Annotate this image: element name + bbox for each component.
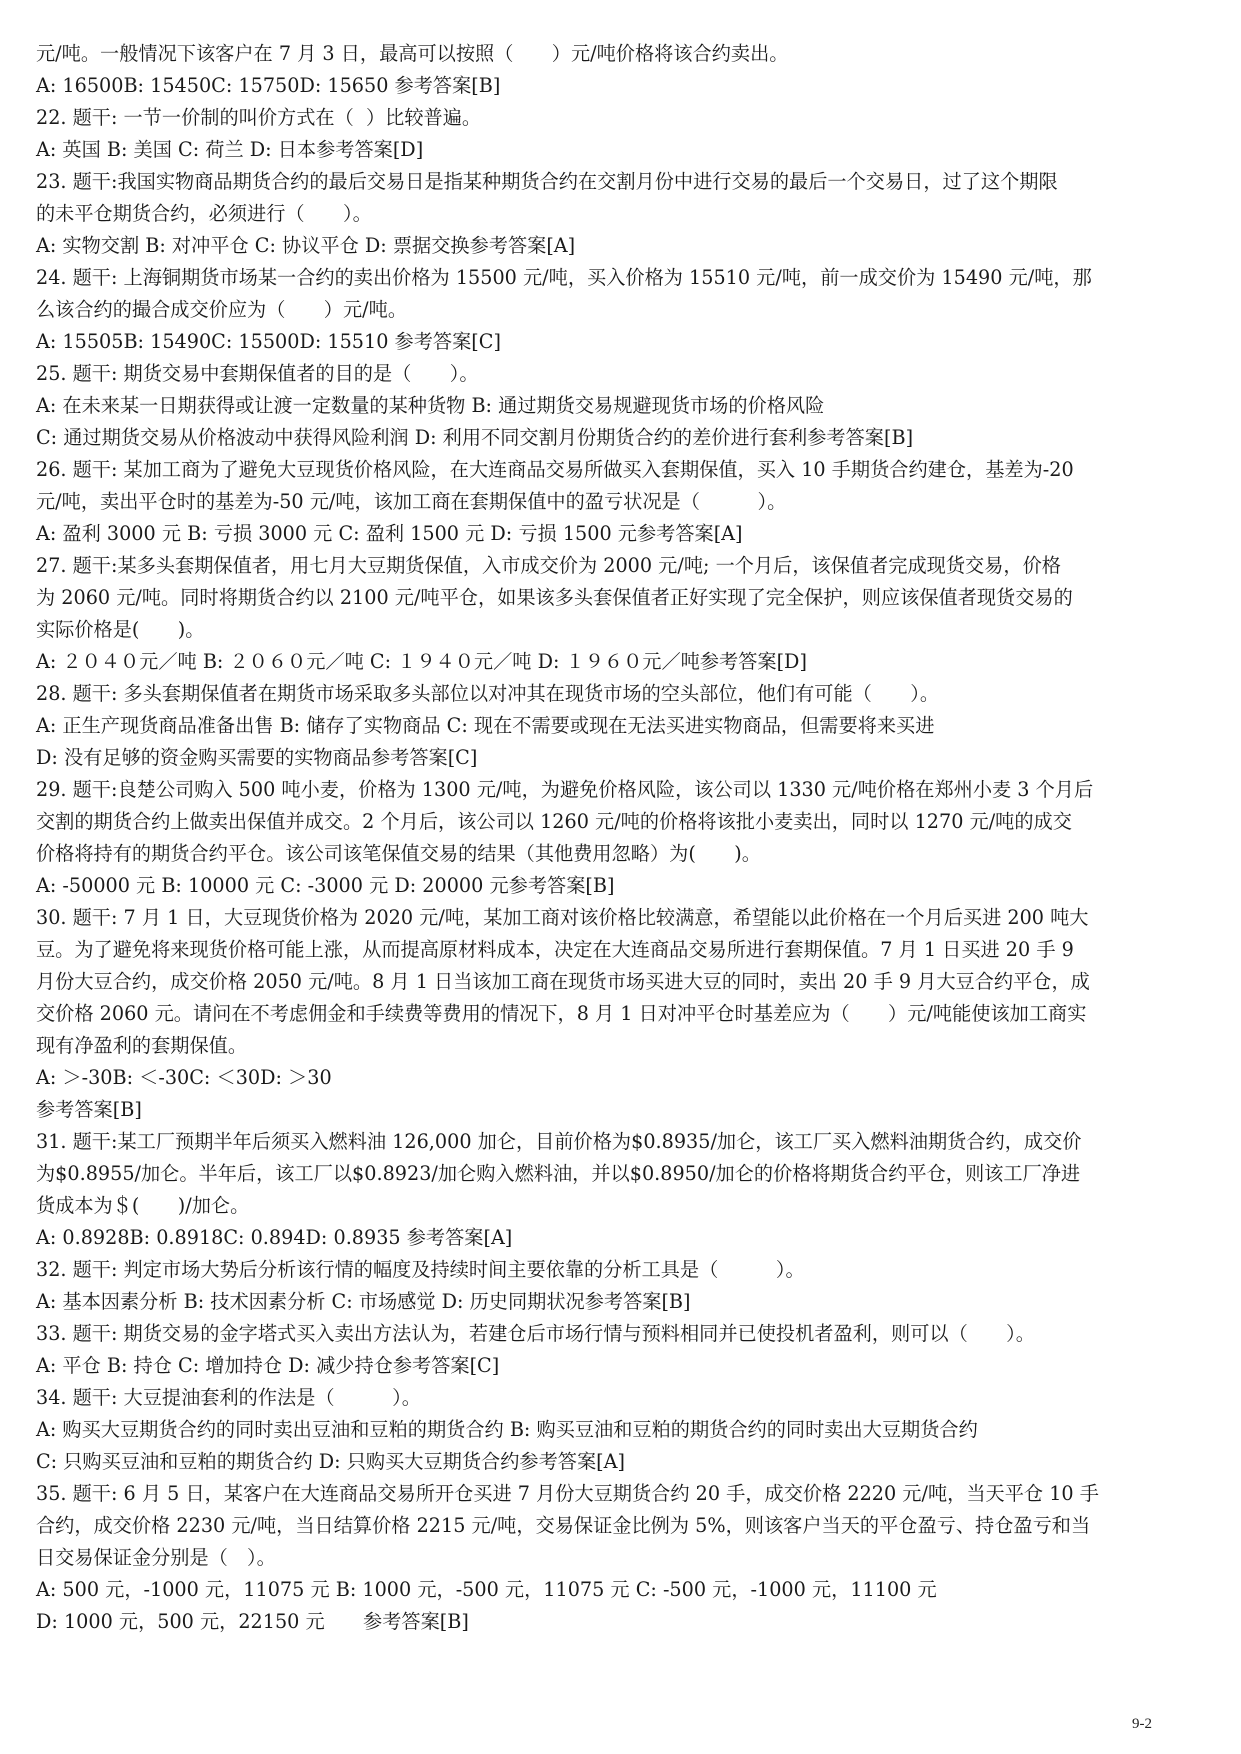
text-line: A: 实物交割 B: 对冲平仓 C: 协议平仓 D: 票据交换参考答案[A]	[36, 234, 576, 257]
text-line: 的未平仓期货合约，必须进行（ ）。	[36, 202, 372, 225]
text-line: 豆。为了避免将来现货价格可能上涨，从而提高原材料成本，决定在大连商品交易所进行套期保值。7 月 1 日买进 20 手 9	[36, 938, 1074, 961]
text-line: 31. 题干:某工厂预期半年后须买入燃料油 126,000 加仑，目前价格为$0.8935/加仑，该工厂买入燃料油期货合约，成交价	[36, 1130, 1082, 1153]
text-line: 28. 题干: 多头套期保值者在期货市场采取多头部位以对冲其在现货市场的空头部位，他们有可能（ ）。	[36, 682, 940, 705]
text-line: 23. 题干:我国实物商品期货合约的最后交易日是指某种期货合约在交割月份中进行交易的最后一个交易日，过了这个期限	[36, 170, 1058, 193]
page-number: 9-2	[1132, 1716, 1152, 1732]
text-line: 30. 题干: 7 月 1 日，大豆现货价格为 2020 元/吨，某加工商对该价格比较满意，希望能以此价格在一个月后买进 200 吨大	[36, 906, 1089, 929]
text-line: A: ＞-30B: ＜-30C: ＜30D: ＞30	[36, 1066, 332, 1089]
text-line: 29. 题干:良楚公司购入 500 吨小麦，价格为 1300 元/吨，为避免价格风险，该公司以 1330 元/吨价格在郑州小麦 3 个月后	[36, 778, 1094, 801]
text-line: A: 16500B: 15450C: 15750D: 15650 参考答案[B]	[36, 74, 501, 97]
text-line: C: 通过期货交易从价格波动中获得风险利润 D: 利用不同交割月份期货合约的差价进行套利参考答案[B]	[36, 426, 914, 449]
text-line: A: 在未来某一日期获得或让渡一定数量的某种货物 B: 通过期货交易规避现货市场的价格风险	[36, 394, 825, 417]
text-line: 日交易保证金分别是（ ）。	[36, 1546, 276, 1569]
text-line: 32. 题干: 判定市场大势后分析该行情的幅度及持续时间主要依靠的分析工具是（ ）。	[36, 1258, 805, 1281]
text-line: 合约，成交价格 2230 元/吨，当日结算价格 2215 元/吨，交易保证金比例为 5%，则该客户当天的平仓盈亏、持仓盈亏和当	[36, 1514, 1091, 1537]
text-line: C: 只购买豆油和豆粕的期货合约 D: 只购买大豆期货合约参考答案[A]	[36, 1450, 625, 1473]
text-line: 交割的期货合约上做卖出保值并成交。2 个月后，该公司以 1260 元/吨的价格将该批小麦卖出，同时以 1270 元/吨的成交	[36, 810, 1072, 833]
text-line: 24. 题干: 上海铜期货市场某一合约的卖出价格为 15500 元/吨，买入价格为 15510 元/吨，前一成交价为 15490 元/吨，那	[36, 266, 1092, 289]
text-line: D: 没有足够的资金购买需要的实物商品参考答案[C]	[36, 746, 478, 769]
text-line: A: 15505B: 15490C: 15500D: 15510 参考答案[C]	[36, 330, 501, 353]
text-line: A: 基本因素分析 B: 技术因素分析 C: 市场感觉 D: 历史同期状况参考答案[B]	[36, 1290, 691, 1313]
text-line: A: 500 元，-1000 元，11075 元 B: 1000 元，-500 元，11075 元 C: -500 元，-1000 元，11100 元	[36, 1578, 937, 1601]
text-line: 货成本为＄( )/加仑。	[36, 1194, 250, 1217]
text-line: A: 正生产现货商品准备出售 B: 储存了实物商品 C: 现在不需要或现在无法买进实物商品，但需要将来买进	[36, 714, 935, 737]
text-line: A: 购买大豆期货合约的同时卖出豆油和豆粕的期货合约 B: 购买豆油和豆粕的期货合约的同时卖出大豆期货合约	[36, 1418, 978, 1441]
text-line: 元/吨。一般情况下该客户在 7 月 3 日，最高可以按照（ ）元/吨价格将该合约卖出。	[36, 42, 789, 65]
text-line: 33. 题干: 期货交易的金字塔式买入卖出方法认为，若建仓后市场行情与预料相同并已使投机者盈利，则可以（ ）。	[36, 1322, 1035, 1345]
text-line: 交价格 2060 元。请问在不考虑佣金和手续费等费用的情况下，8 月 1 日对冲平仓时基差应为（ ）元/吨能使该加工商实	[36, 1002, 1087, 1025]
text-line: 22. 题干: 一节一价制的叫价方式在（ ）比较普遍。	[36, 106, 482, 129]
text-line: 实际价格是( )。	[36, 618, 205, 641]
text-line: A: -50000 元 B: 10000 元 C: -3000 元 D: 20000 元参考答案[B]	[36, 874, 615, 897]
text-line: 35. 题干: 6 月 5 日，某客户在大连商品交易所开仓买进 7 月份大豆期货合约 20 手，成交价格 2220 元/吨，当天平仓 10 手	[36, 1482, 1099, 1505]
text-line: 么该合约的撮合成交价应为（ ）元/吨。	[36, 298, 408, 321]
text-line: 现有净盈利的套期保值。	[36, 1034, 248, 1057]
text-line: A: 盈利 3000 元 B: 亏损 3000 元 C: 盈利 1500 元 D: 亏损 1500 元参考答案[A]	[36, 522, 743, 545]
text-line: 26. 题干: 某加工商为了避免大豆现货价格风险，在大连商品交易所做买入套期保值，买入 10 手期货合约建仓，基差为-20	[36, 458, 1074, 481]
text-line: 为$0.8955/加仑。半年后，该工厂以$0.8923/加仑购入燃料油，并以$0.8950/加仑的价格将期货合约平仓，则该工厂净进	[36, 1162, 1081, 1185]
document-body	[36, 38, 1216, 1638]
text-line: A: ２０４０元／吨 B: ２０６０元／吨 C: １９４０元／吨 D: １９６０元／吨参考答案[D]	[36, 650, 807, 673]
text-line: 参考答案[B]	[36, 1098, 142, 1121]
text-line: 月份大豆合约，成交价格 2050 元/吨。8 月 1 日当该加工商在现货市场买进大豆的同时，卖出 20 手 9 月大豆合约平仓，成	[36, 970, 1090, 993]
text-line: A: 英国 B: 美国 C: 荷兰 D: 日本参考答案[D]	[36, 138, 424, 161]
text-line: A: 0.8928B: 0.8918C: 0.894D: 0.8935 参考答案[A]	[36, 1226, 513, 1249]
text-line: 25. 题干: 期货交易中套期保值者的目的是（ ）。	[36, 362, 479, 385]
text-line: 元/吨，卖出平仓时的基差为-50 元/吨，该加工商在套期保值中的盈亏状况是（ ）。	[36, 490, 787, 513]
text-line: 27. 题干:某多头套期保值者，用七月大豆期货保值，入市成交价为 2000 元/吨; 一个月后，该保值者完成现货交易，价格	[36, 554, 1061, 577]
text-line: A: 平仓 B: 持仓 C: 增加持仓 D: 减少持仓参考答案[C]	[36, 1354, 500, 1377]
text-line: 34. 题干: 大豆提油套利的作法是（ ）。	[36, 1386, 421, 1409]
text-line: D: 1000 元，500 元，22150 元 参考答案[B]	[36, 1610, 469, 1633]
text-line: 为 2060 元/吨。同时将期货合约以 2100 元/吨平仓，如果该多头套保值者正好实现了完全保护，则应该保值者现货交易的	[36, 586, 1073, 609]
text-line: 价格将持有的期货合约平仓。该公司该笔保值交易的结果（其他费用忽略）为( )。	[36, 842, 761, 865]
